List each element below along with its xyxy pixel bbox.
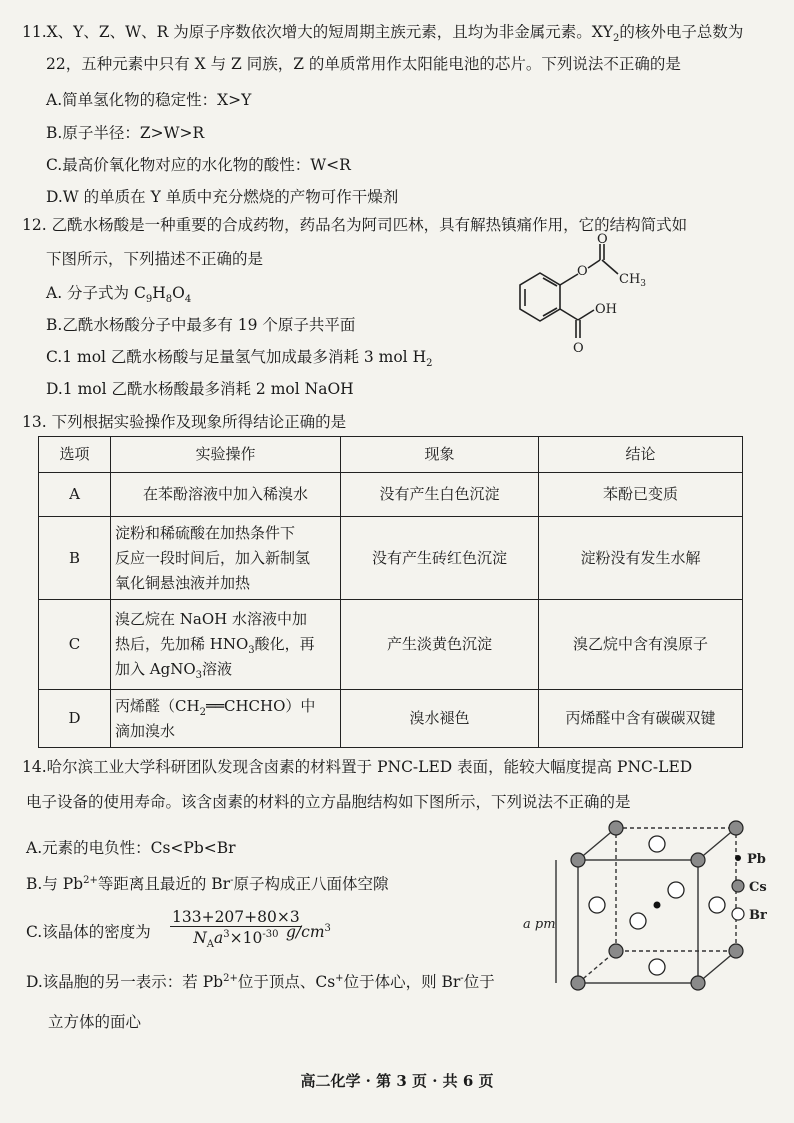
cs-atom [571, 853, 585, 867]
cs-atom [609, 821, 623, 835]
table-row: A 在苯酚溶液中加入稀溴水 没有产生白色沉淀 苯酚已变质 [39, 473, 743, 517]
q14-option-d: D.该晶胞的另一表示：若 $Pb^{2+}$位于顶点、Cs+位于体心，则 Br-位于 [26, 972, 495, 991]
q14-option-d-line2: 立方体的面心 [48, 1013, 142, 1031]
aspirin-acid-oxygen: O [573, 341, 584, 356]
br-atom [668, 882, 684, 898]
q14-option-a: A.元素的电负性：Cs<Pb<Br [26, 839, 236, 857]
q12-option-a: A. 分子式为 $C_9H_8O_4$ [46, 284, 192, 306]
q14-density-formula: 133+207+80×3 $N_Aa^3\times 10^{-30}$ [172, 908, 300, 951]
q12-stem-line1: 12. 乙酰水杨酸是一种重要的合成药物，药品名为阿司匹林，具有解热镇痛作用，它的结构简式如 [22, 216, 688, 234]
cs-atom [691, 853, 705, 867]
q11-option-d: D.W 的单质在 Y 单质中充分燃烧的产物可作干燥剂 [46, 188, 399, 206]
table-header: 选项 [39, 437, 111, 473]
aspirin-structure [500, 232, 680, 360]
q11-stem-line2: 22，五种元素中只有 X 与 Z 同族，Z 的单质常用作太阳能电池的芯片。下列说法不正确的是 [46, 55, 681, 73]
edge-label: a pm [523, 917, 556, 932]
table-row: C 溴乙烷在 NaOH 水溶液中加 热后，先加稀 $HNO_3$酸化，再 加入 AgNO$_3$溶液 产生淡黄色沉淀 溴乙烷中含有溴原子 [39, 600, 743, 690]
q11-option-c: C.最高价氧化物对应的水化物的酸性：W<R [46, 156, 351, 174]
table-row: D 丙烯醛$(CH_2══CHCHO)$中 滴加溴水 溴水褪色 丙烯醛中含有碳碳双键 [39, 690, 743, 748]
br-atom [630, 913, 646, 929]
cs-atom [609, 944, 623, 958]
br-atom [649, 836, 665, 852]
br-atom [709, 897, 725, 913]
q14-density-unit: $g/cm^3$ [286, 922, 331, 941]
q11-option-b: B.原子半径：Z>W>R [46, 124, 205, 142]
cs-atom [691, 976, 705, 990]
page-footer: 高二化学 · 第 3 页 · 共 6 页 [300, 1072, 494, 1090]
br-atom [649, 959, 665, 975]
table-header: 实验操作 [111, 437, 341, 473]
aspirin-hydroxyl: OH [595, 302, 617, 317]
table-header: 现象 [341, 437, 539, 473]
aspirin-ether-oxygen: O [577, 264, 588, 279]
crystal-cell-diagram [523, 820, 780, 1000]
q14-option-b: B.与 $Pb^{2+}$等距离且最近的 Br-原子构成正八面体空隙 [26, 874, 389, 893]
q12-option-b: B.乙酰水杨酸分子中最多有 19 个原子共平面 [46, 316, 356, 334]
br-atom [589, 897, 605, 913]
q12-option-c: C.1 mol 乙酰水杨酸与足量氢气加成最多消耗 3 mol $H_2$ [46, 348, 433, 370]
legend-cs-marker [732, 880, 744, 892]
cs-atom [729, 944, 743, 958]
cs-atom [729, 821, 743, 835]
pb-atom [654, 902, 661, 909]
q12-option-d: D.1 mol 乙酰水杨酸最多消耗 2 mol NaOH [46, 380, 354, 398]
legend-cs-label: Cs [749, 880, 767, 895]
cs-atom [571, 976, 585, 990]
aspirin-carbonyl-oxygen: O [597, 232, 608, 247]
q14-option-c-label: C.该晶体的密度为 [26, 923, 151, 941]
table-header: 结论 [539, 437, 743, 473]
q12-stem-line2: 下图所示，下列描述不正确的是 [46, 250, 264, 268]
q11-stem-line1: 11.X、Y、Z、W、R 为原子序数依次增大的短周期主族元素，且均为非金属元素。$XY_2$的核外电子总数为 [22, 23, 744, 45]
legend-br-label: Br [749, 908, 767, 923]
legend-br-marker [732, 908, 744, 920]
aspirin-methyl: $CH_3$ [619, 272, 647, 289]
q14-stem-line1: 14.哈尔滨工业大学科研团队发现含卤素的材料置于 PNC-LED 表面，能较大幅度提高 PNC-LED [22, 758, 693, 776]
q14-stem-line2: 电子设备的使用寿命。该含卤素的材料的立方晶胞结构如下图所示，下列说法不正确的是 [26, 793, 631, 811]
table-row: B 淀粉和稀硫酸在加热条件下 反应一段时间后，加入新制氢 氧化铜悬浊液并加热 没有产生砖红色沉淀 淀粉没有发生水解 [39, 517, 743, 600]
legend-pb-label: Pb [747, 852, 766, 867]
legend-pb-marker [735, 855, 741, 861]
q13-table [38, 436, 743, 748]
q13-stem: 13. 下列根据实验操作及现象所得结论正确的是 [22, 413, 347, 431]
q11-option-a: A.简单氢化物的稳定性：X>Y [46, 91, 252, 109]
